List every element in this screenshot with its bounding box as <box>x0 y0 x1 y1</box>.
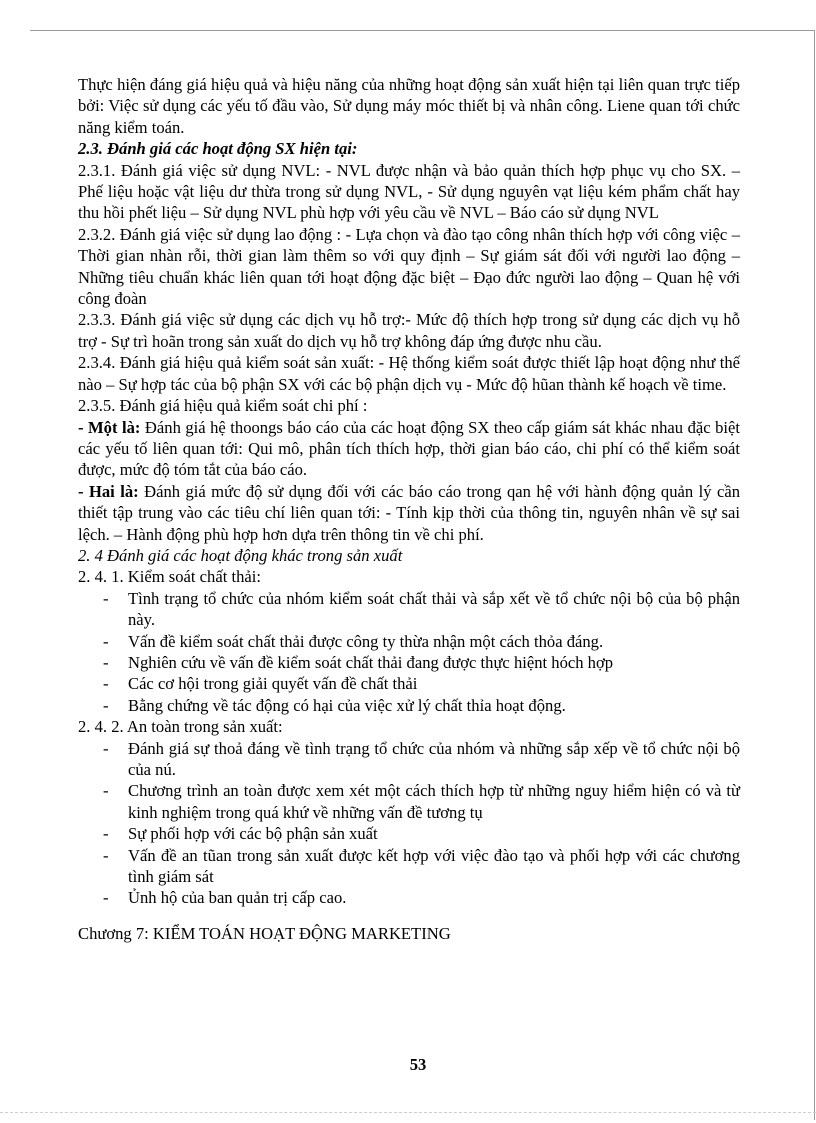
list-item-text: Bằng chứng về tác động có hại của việc xử lý chất thỉa hoạt động. <box>128 695 566 715</box>
list-item-text: Vấn đề an tũan trong sản xuất được kết hợp với việc đào tạo và phối hợp với các chương tình giám sát <box>128 845 740 887</box>
production-safety-list <box>78 738 740 909</box>
document-body <box>78 74 740 944</box>
paragraph-2-4-1: 2. 4. 1. Kiểm soát chất thải: <box>78 567 261 587</box>
dash-bullet: - <box>103 652 109 672</box>
dash-bullet: - <box>103 588 109 608</box>
page-number: 53 <box>409 1055 427 1074</box>
paragraph-2-3-4: 2.3.4. Đánh giá hiệu quả kiểm soát sản xuất: - Hệ thống kiểm soát được thiết lập hoạt động như thế nào – Sự hợp tác của bộ phận SX với các bộ phận dịch vụ - Mức độ hũan thành kế hoạch về time. <box>78 353 740 394</box>
list-item-text: Sự phối hợp với các bộ phận sản xuất <box>128 824 378 844</box>
list-item-text: Vấn đề kiểm soát chất thải được công ty thừa nhận một cách thỏa đáng. <box>128 631 604 651</box>
list-item <box>78 673 740 694</box>
section-heading-2-4: 2. 4 Đánh giá các hoạt động khác trong sản xuất <box>78 545 403 565</box>
paragraph-2-3-5: 2.3.5. Đánh giá hiệu quả kiểm soát chi phí : <box>78 396 368 416</box>
dash-bullet: - <box>103 695 109 715</box>
page-bottom-edge <box>0 1112 816 1113</box>
list-item-text: Tình trạng tổ chức của nhóm kiểm soát chất thải và sắp xết về tổ chức nội bộ của bộ phận này. <box>128 588 740 630</box>
list-item <box>78 588 740 631</box>
list-item <box>78 695 740 716</box>
list-item-text: Đánh giá sự thoả đáng về tình trạng tổ chức của nhóm và những sắp xếp về tổ chức nội bộ của nú. <box>128 738 740 779</box>
chapter-title: Chương 7: KIỂM TOÁN HOẠT ĐỘNG MARKETING <box>78 923 451 943</box>
list-item <box>78 780 740 823</box>
section-heading-2-3: 2.3. Đánh giá các hoạt động SX hiện tại: <box>78 139 358 159</box>
list-item <box>78 652 740 673</box>
paragraph-2-3-2: 2.3.2. Đánh giá việc sử dụng lao động : - Lựa chọn và đào tạo công nhân thích hợp với công việc – Thời gian nhàn rỗi, thời gian làm thêm so với quy định – Sự giám sát đối với người lao động – Những tiêu chuẩn khác liên quan tới hoạt động đặc biệt – Đạo đức người lao động – Quan hệ với công đoàn <box>78 224 740 309</box>
dash-bullet: - <box>103 738 109 758</box>
dash-bullet: - <box>103 845 109 865</box>
list-item-text: Các cơ hội trong giải quyết vấn đề chất thải <box>128 674 418 694</box>
paragraph-2-4-2: 2. 4. 2. An toàn trong sản xuất: <box>78 717 283 737</box>
dash-bullet: - <box>103 888 109 908</box>
waste-control-list <box>78 588 740 716</box>
dash-bullet: - <box>103 781 109 801</box>
intro-paragraph: Thực hiện đáng giá hiệu quả và hiệu năng của những hoạt động sản xuất hiện tại liên quan trực tiếp bởi: Việc sử dụng các yếu tố đầu vào, Sử dụng máy móc thiết bị và nhân công. Liene quan tới chức năng kiểm toán. <box>78 75 740 137</box>
list-item <box>78 738 740 781</box>
list-item <box>78 887 740 908</box>
dash-bullet: - <box>103 674 109 694</box>
paragraph-hai-la <box>78 481 740 545</box>
hai-la-text: Đánh giá mức độ sử dụng đối với các báo cáo trong qan hệ với hành động quản lý cần thiết tập trung vào các tiêu chí liên quan tới: - Tính kịp thời của thông tin, nguyên nhân về sự sai lệch. – Hành động phù hợp hơn dựa trên thông tin về chi phí. <box>78 481 740 544</box>
dash-bullet: - <box>103 824 109 844</box>
paragraph-2-3-3: 2.3.3. Đánh giá việc sử dụng các dịch vụ hỗ trợ:- Mức độ thích hợp trong sử dụng các dịch vụ hỗ trợ - Sự trì hoãn trong sản xuất do dịch vụ hỗ trợ không đáp ứng được nhu cầu. <box>78 310 740 351</box>
hai-la-lead: - Hai là: <box>78 481 139 501</box>
list-item-text: Ủnh hộ của ban quản trị cấp cao. <box>128 888 347 908</box>
list-item <box>78 845 740 888</box>
list-item <box>78 823 740 844</box>
list-item <box>78 631 740 652</box>
paragraph-mot-la <box>78 417 740 481</box>
list-item-text: Nghiên cứu về vấn đề kiểm soát chất thải đang được thực hiệnt hóch hợp <box>128 652 614 672</box>
list-item-text: Chương trình an toàn được xem xét một cách thích hợp từ những nguy hiểm hiện có và từ kinh nghiệm trong quá khứ về những vấn đề tương tụ <box>128 781 740 822</box>
paragraph-2-3-1: 2.3.1. Đánh giá việc sử dụng NVL: - NVL được nhận và bảo quản thích hợp phục vụ cho SX. – Phế liệu hoặc vật liệu dư thừa trong sử dụng NVL, - Sử dụng nguyên vạt liệu kém phẩm chất hay thu hồi phết liệu – Sử dụng NVL phù hợp với yêu cầu về NVL – Báo cáo sử dụng NVL <box>78 160 740 223</box>
mot-la-lead: - Một là: <box>78 417 141 437</box>
dash-bullet: - <box>103 631 109 651</box>
mot-la-text: Đánh giá hệ thoongs báo cáo của các hoạt động SX theo cấp giám sát khác nhau đặc biệt các yếu tố liên quan tới: Qui mô, phân tích thích hợp, thời gian báo cáo, chi phí có thể kiểm soát được, mức độ tóm tắt của báo cáo. <box>78 417 740 480</box>
